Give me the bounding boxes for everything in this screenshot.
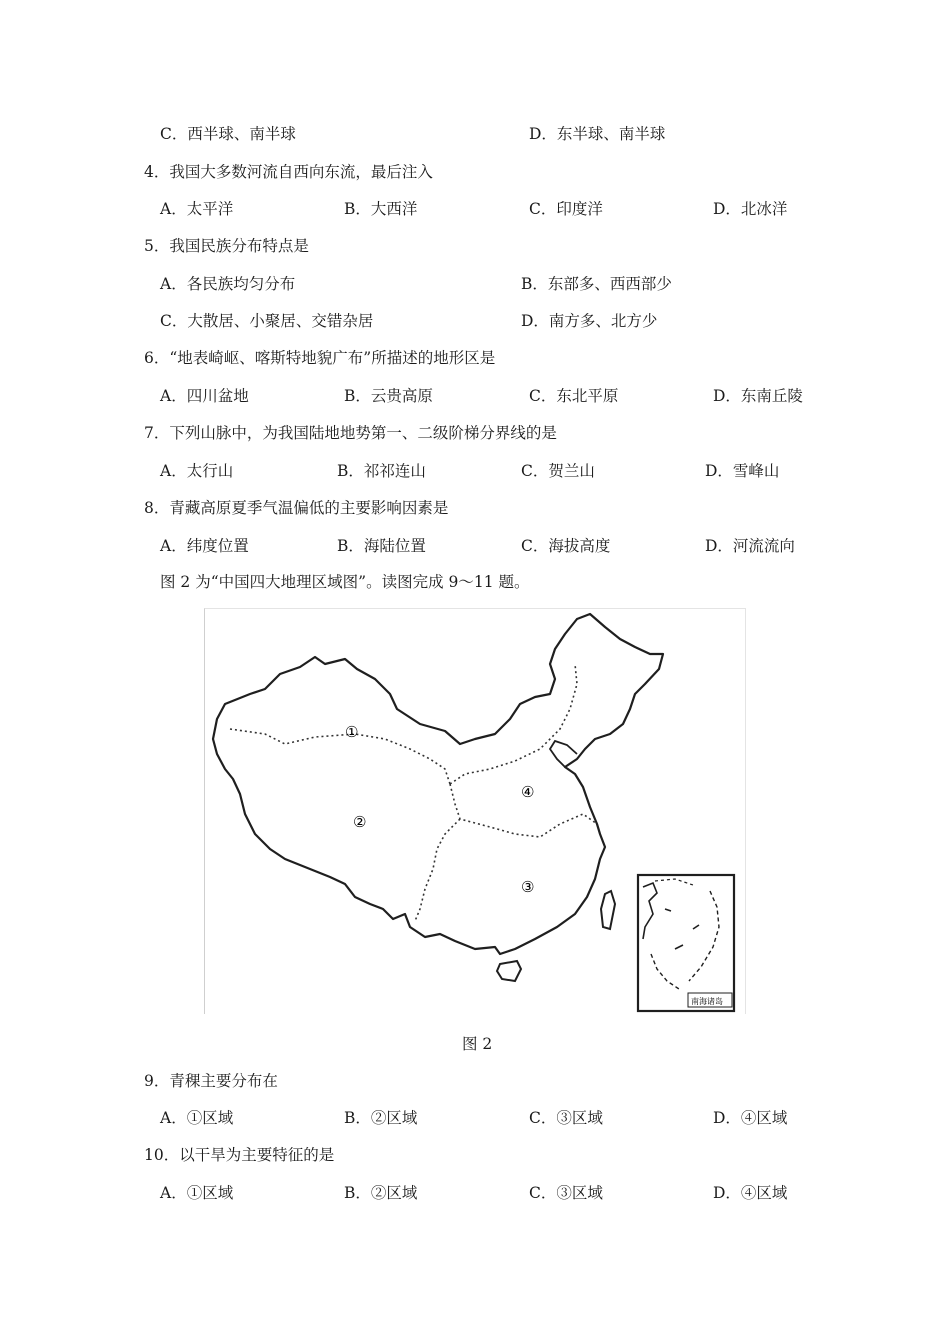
boundary-northwest-north [450,664,577,784]
inset-label: 南海诸岛 [691,997,723,1006]
q7-option-b: B．祁祁连山 [337,462,426,480]
q5-option-d: D．南方多、北方少 [521,312,658,330]
q8-option-d: D．河流流向 [705,537,795,555]
bohai-coast [550,741,577,767]
q6-option-a: A．四川盆地 [160,387,249,405]
china-outline [213,614,663,954]
q9-option-c: C．③区域 [529,1109,603,1127]
q8-option-c: C．海拔高度 [521,537,611,555]
q6-option-c: C．东北平原 [529,387,619,405]
q10-option-d: D．④区域 [713,1184,788,1202]
q9-option-a: A．①区域 [160,1109,234,1127]
q10-option-b: B．②区域 [344,1184,418,1202]
q8-option-b: B．海陆位置 [337,537,426,555]
q7-stem: 7．下列山脉中，为我国陆地地势第一、二级阶梯分界线的是 [144,424,557,442]
region-label-1: ① [345,723,359,741]
region-label-2: ② [353,813,367,831]
q6-option-d: D．东南丘陵 [713,387,803,405]
q10-option-c: C．③区域 [529,1184,603,1202]
q7-option-a: A．太行山 [160,462,234,480]
region-label-3: ③ [521,878,535,896]
china-regions-map [204,608,746,1014]
q4-option-c: C．印度洋 [529,200,603,218]
q10-stem: 10．以干旱为主要特征的是 [144,1146,335,1164]
q5-stem: 5．我国民族分布特点是 [144,237,309,255]
boundary-northwest-qinghai-tibet [230,729,450,784]
q4-option-b: B．大西洋 [344,200,418,218]
q10-option-a: A．①区域 [160,1184,234,1202]
q8-stem: 8．青藏高原夏季气温偏低的主要影响因素是 [144,499,449,517]
q9-stem: 9．青稞主要分布在 [144,1072,278,1090]
south-china-sea-inset [638,875,734,1011]
q3-option-d: D．东半球、南半球 [529,125,666,143]
q4-stem: 4．我国大多数河流自西向东流，最后注入 [144,163,433,181]
q6-stem: 6．“地表崎岖、喀斯特地貌广布”所描述的地形区是 [144,349,496,367]
q9-option-d: D．④区域 [713,1109,788,1127]
hainan-island [497,961,521,981]
q5-option-b: B．东部多、西西部少 [521,275,672,293]
figure-intro: 图 2 为“中国四大地理区域图”。读图完成 9～11 题。 [160,573,530,591]
taiwan-island [601,891,615,929]
q7-option-d: D．雪峰山 [705,462,780,480]
q5-option-c: C．大散居、小聚居、交错杂居 [160,312,374,330]
region-label-4: ④ [521,783,535,801]
q9-option-b: B．②区域 [344,1109,418,1127]
q6-option-b: B．云贵高原 [344,387,433,405]
figure-caption: 图 2 [462,1035,493,1053]
q4-option-d: D．北冰洋 [713,200,788,218]
boundary-qinghai-tibet-south [415,819,460,921]
q3-option-c: C．西半球、南半球 [160,125,296,143]
q7-option-c: C．贺兰山 [521,462,595,480]
q5-option-a: A．各民族均匀分布 [160,275,296,293]
q4-option-a: A．太平洋 [160,200,234,218]
map-graphic [205,609,747,1015]
q8-option-a: A．纬度位置 [160,537,249,555]
